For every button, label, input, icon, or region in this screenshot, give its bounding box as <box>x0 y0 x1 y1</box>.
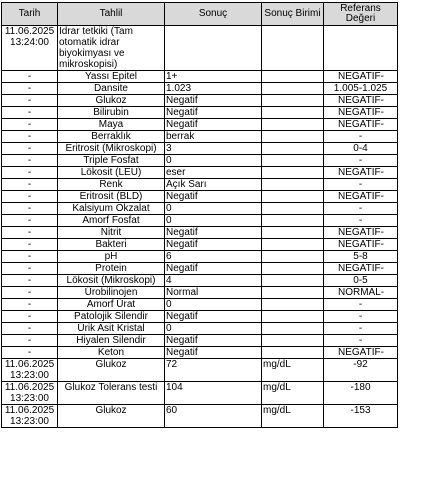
cell-ref: - <box>324 323 398 335</box>
cell-test: Bilirubin <box>58 107 165 119</box>
cell-ref: - <box>324 203 398 215</box>
cell-date: - <box>2 335 58 347</box>
cell-result: Açık Sarı <box>165 179 262 191</box>
cell-ref: - <box>324 179 398 191</box>
table-row <box>2 83 398 95</box>
cell-result: eser <box>165 167 262 179</box>
cell-result: 0 <box>165 299 262 311</box>
header-test: Tahlil <box>58 3 165 26</box>
cell-test: Eritrosit (BLD) <box>58 191 165 203</box>
header-unit: Sonuç Birimi <box>262 3 324 26</box>
cell-test: Glukoz Tolerans testi <box>58 382 165 405</box>
cell-date: - <box>2 227 58 239</box>
table-row <box>2 167 398 179</box>
cell-date: - <box>2 131 58 143</box>
cell-test: Triple Fosfat <box>58 155 165 167</box>
cell-unit <box>262 179 324 191</box>
cell-unit: mg/dL <box>262 405 324 428</box>
cell-result: Normal <box>165 287 262 299</box>
cell-test: Glukoz <box>58 359 165 382</box>
cell-date: - <box>2 275 58 287</box>
cell-ref <box>324 26 398 71</box>
cell-ref: NEGATİF- <box>324 95 398 107</box>
cell-ref: NEGATİF- <box>324 191 398 203</box>
table-row <box>2 26 398 71</box>
cell-unit <box>262 203 324 215</box>
cell-ref: -153 <box>324 405 398 428</box>
cell-result: 0 <box>165 215 262 227</box>
table-header-row <box>2 3 398 26</box>
cell-test: Berraklık <box>58 131 165 143</box>
cell-test: Hiyalen Silendir <box>58 335 165 347</box>
cell-ref: - <box>324 215 398 227</box>
cell-test: Yassı Epitel <box>58 71 165 83</box>
cell-test: Ürobilinojen <box>58 287 165 299</box>
cell-ref: NEGATİF- <box>324 239 398 251</box>
cell-test: Keton <box>58 347 165 359</box>
header-ref: Referans Değeri <box>324 3 398 26</box>
cell-ref: -180 <box>324 382 398 405</box>
table-row <box>2 287 398 299</box>
cell-result: 1+ <box>165 71 262 83</box>
cell-unit <box>262 347 324 359</box>
table-row <box>2 239 398 251</box>
cell-test: Glukoz <box>58 405 165 428</box>
table-row <box>2 119 398 131</box>
table-row <box>2 299 398 311</box>
cell-result: Negatif <box>165 107 262 119</box>
cell-ref: NEGATİF- <box>324 263 398 275</box>
cell-date: - <box>2 167 58 179</box>
cell-test: Maya <box>58 119 165 131</box>
cell-result: 0 <box>165 155 262 167</box>
table-row <box>2 251 398 263</box>
table-row <box>2 275 398 287</box>
cell-result: 0 <box>165 203 262 215</box>
table-row <box>2 323 398 335</box>
cell-test: Nitrit <box>58 227 165 239</box>
cell-unit <box>262 299 324 311</box>
cell-result: Negatif <box>165 311 262 323</box>
cell-ref: 1.005-1.025 <box>324 83 398 95</box>
table-row <box>2 347 398 359</box>
header-date: Tarih <box>2 3 58 26</box>
cell-date: - <box>2 323 58 335</box>
cell-date: - <box>2 263 58 275</box>
cell-ref: 0-5 <box>324 275 398 287</box>
cell-ref: NORMAL- <box>324 287 398 299</box>
cell-result: 6 <box>165 251 262 263</box>
cell-date: - <box>2 95 58 107</box>
cell-date: - <box>2 299 58 311</box>
cell-test: pH <box>58 251 165 263</box>
cell-unit <box>262 251 324 263</box>
cell-date: - <box>2 251 58 263</box>
cell-result: berrak <box>165 131 262 143</box>
table-row <box>2 405 398 428</box>
cell-unit <box>262 323 324 335</box>
cell-test: Lökosit (LEU) <box>58 167 165 179</box>
cell-date: - <box>2 107 58 119</box>
cell-unit <box>262 107 324 119</box>
cell-unit <box>262 227 324 239</box>
cell-ref: NEGATİF- <box>324 167 398 179</box>
cell-ref: - <box>324 131 398 143</box>
cell-unit: mg/dL <box>262 359 324 382</box>
table-row <box>2 191 398 203</box>
cell-ref: 0-4 <box>324 143 398 155</box>
table-row <box>2 227 398 239</box>
cell-date: - <box>2 203 58 215</box>
cell-test: Kalsiyum Okzalat <box>58 203 165 215</box>
cell-result: Negatif <box>165 263 262 275</box>
cell-test: Dansite <box>58 83 165 95</box>
table-row <box>2 359 398 382</box>
cell-result: Negatif <box>165 347 262 359</box>
cell-result: Negatif <box>165 335 262 347</box>
cell-unit <box>262 335 324 347</box>
cell-result: 72 <box>165 359 262 382</box>
cell-date: - <box>2 311 58 323</box>
table-row <box>2 95 398 107</box>
cell-test: Amorf Fosfat <box>58 215 165 227</box>
cell-date: 11.06.2025 13:24:00 <box>2 26 58 71</box>
table-row <box>2 71 398 83</box>
cell-unit <box>262 215 324 227</box>
cell-test: Protein <box>58 263 165 275</box>
cell-test: Ürik Asit Kristal <box>58 323 165 335</box>
cell-unit <box>262 191 324 203</box>
cell-test: Patolojik Silendir <box>58 311 165 323</box>
cell-date: 11.06.2025 13:23:00 <box>2 382 58 405</box>
cell-result: 3 <box>165 143 262 155</box>
table-body <box>2 26 398 428</box>
cell-date: - <box>2 215 58 227</box>
table-row <box>2 107 398 119</box>
cell-test: Amorf Ürat <box>58 299 165 311</box>
cell-unit <box>262 119 324 131</box>
table-row <box>2 143 398 155</box>
cell-result: Negatif <box>165 191 262 203</box>
cell-ref: NEGATİF- <box>324 107 398 119</box>
cell-result: 1.023 <box>165 83 262 95</box>
cell-unit <box>262 95 324 107</box>
table-row <box>2 131 398 143</box>
cell-ref: - <box>324 335 398 347</box>
table-row <box>2 263 398 275</box>
cell-unit <box>262 83 324 95</box>
table-row <box>2 215 398 227</box>
cell-ref: - <box>324 155 398 167</box>
cell-ref: -92 <box>324 359 398 382</box>
cell-unit <box>262 311 324 323</box>
cell-date: - <box>2 119 58 131</box>
cell-date: - <box>2 143 58 155</box>
cell-result: 4 <box>165 275 262 287</box>
cell-unit <box>262 263 324 275</box>
cell-unit <box>262 167 324 179</box>
cell-test: Lökosit (Mikroskopi) <box>58 275 165 287</box>
cell-result: Negatif <box>165 239 262 251</box>
cell-ref: 5-8 <box>324 251 398 263</box>
cell-test: Bakteri <box>58 239 165 251</box>
table-row <box>2 311 398 323</box>
cell-unit <box>262 287 324 299</box>
cell-date: - <box>2 191 58 203</box>
table-row <box>2 382 398 405</box>
cell-unit <box>262 26 324 71</box>
cell-unit: mg/dL <box>262 382 324 405</box>
table-row <box>2 179 398 191</box>
cell-result: Negatif <box>165 119 262 131</box>
table-row <box>2 155 398 167</box>
cell-date: 11.06.2025 13:23:00 <box>2 359 58 382</box>
cell-result: Negatif <box>165 95 262 107</box>
cell-result: 104 <box>165 382 262 405</box>
cell-result: 60 <box>165 405 262 428</box>
table-row <box>2 203 398 215</box>
cell-test: Eritrosit (Mikroskopi) <box>58 143 165 155</box>
cell-ref: - <box>324 299 398 311</box>
cell-ref: NEGATİF- <box>324 119 398 131</box>
cell-unit <box>262 275 324 287</box>
cell-ref: NEGATİF- <box>324 347 398 359</box>
lab-results-table <box>1 2 398 428</box>
table-row <box>2 335 398 347</box>
cell-date: - <box>2 155 58 167</box>
cell-unit <box>262 71 324 83</box>
cell-unit <box>262 143 324 155</box>
cell-date: - <box>2 71 58 83</box>
cell-unit <box>262 131 324 143</box>
cell-date: - <box>2 287 58 299</box>
cell-date: 11.06.2025 13:23:00 <box>2 405 58 428</box>
cell-result: 0 <box>165 323 262 335</box>
cell-date: - <box>2 179 58 191</box>
cell-test: Renk <box>58 179 165 191</box>
cell-test: Glukoz <box>58 95 165 107</box>
cell-ref: - <box>324 311 398 323</box>
cell-test: İdrar tetkiki (Tam otomatik idrar biyokimyası ve mikroskopisi) <box>58 26 165 71</box>
cell-date: - <box>2 83 58 95</box>
header-result: Sonuç <box>165 3 262 26</box>
cell-unit <box>262 239 324 251</box>
cell-ref: NEGATİF- <box>324 227 398 239</box>
cell-unit <box>262 155 324 167</box>
cell-result <box>165 26 262 71</box>
cell-date: - <box>2 239 58 251</box>
cell-ref: NEGATİF- <box>324 71 398 83</box>
cell-result: Negatif <box>165 227 262 239</box>
cell-date: - <box>2 347 58 359</box>
